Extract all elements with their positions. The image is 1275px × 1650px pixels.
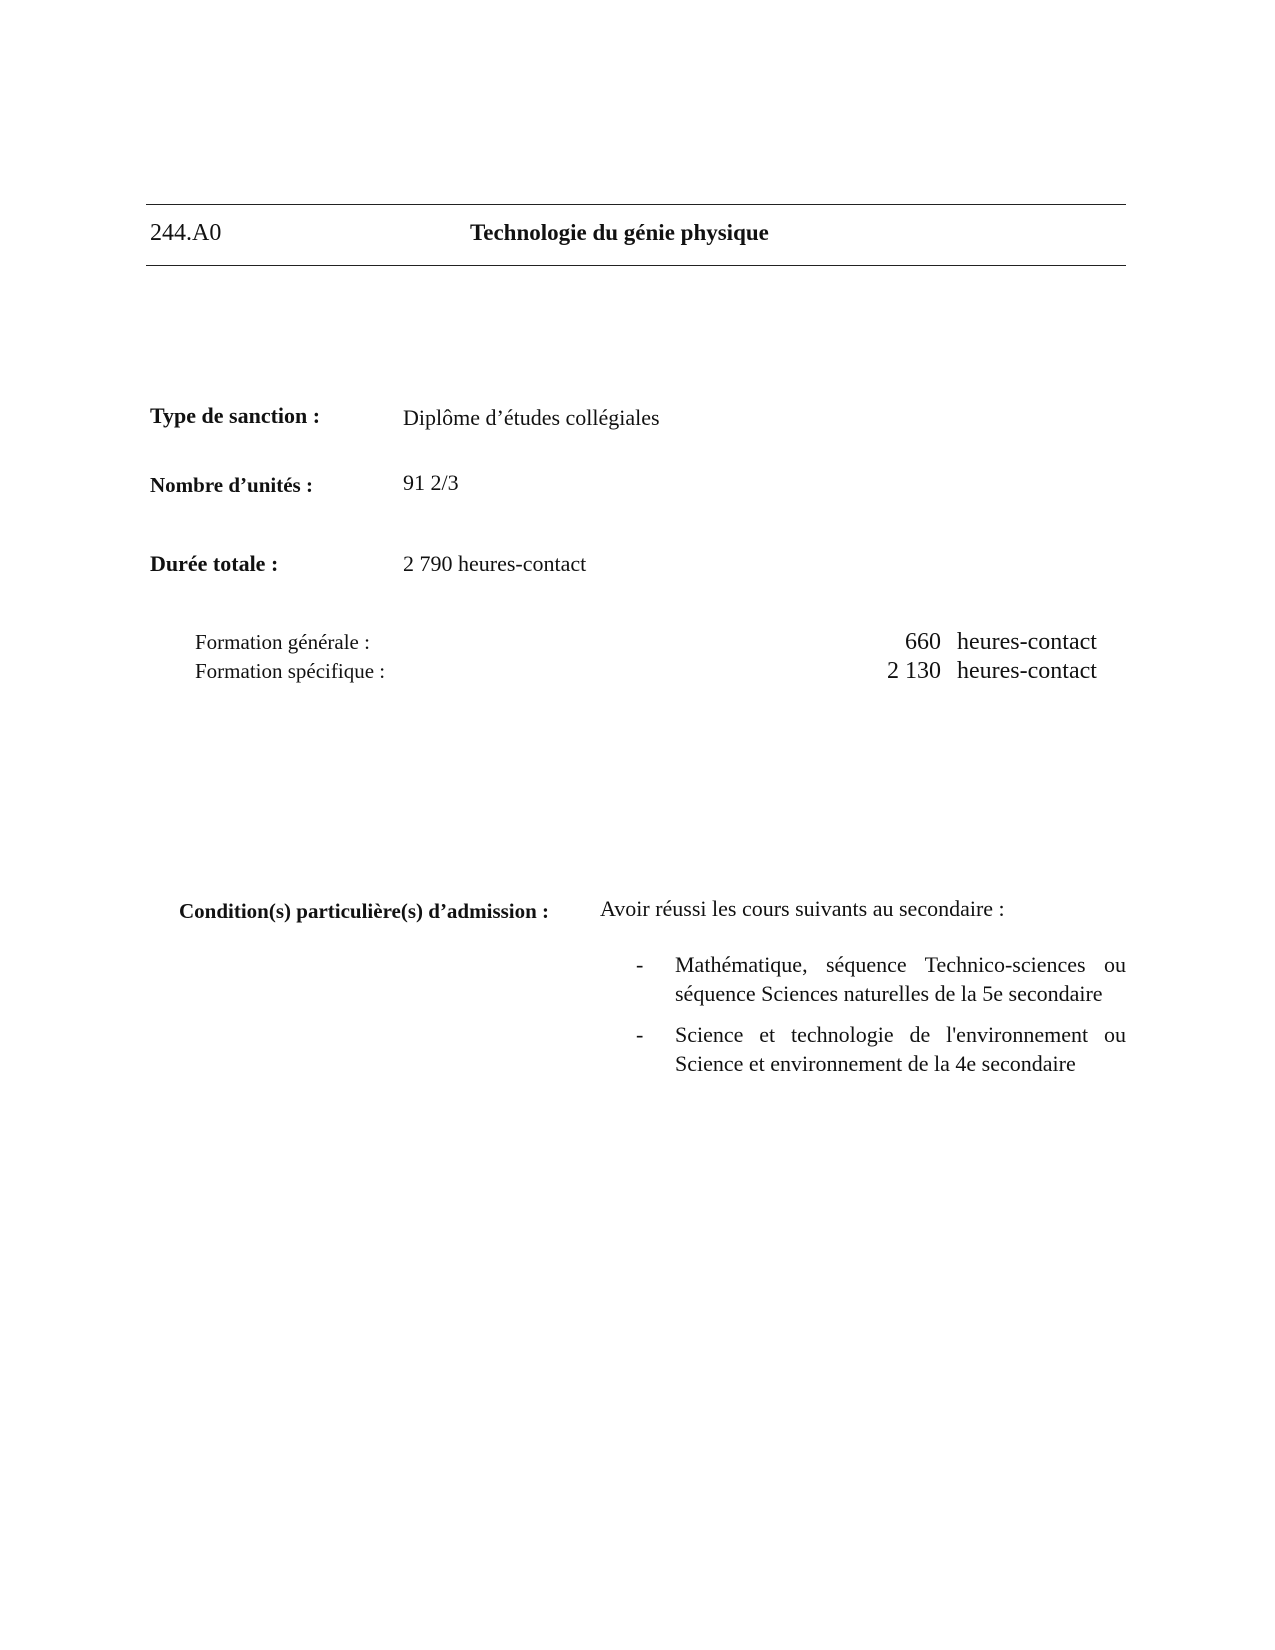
header-top-rule xyxy=(146,204,1126,205)
bullet-dash: - xyxy=(636,952,644,977)
formation-specifique-label: Formation spécifique : xyxy=(195,659,386,683)
list-item xyxy=(636,1020,1126,1078)
unites-value: 91 2/3 xyxy=(403,470,459,495)
formation-generale-hours: 660 xyxy=(905,629,941,655)
admission-requirements-list xyxy=(636,950,1126,1090)
requirement-text: Mathématique, séquence Technico-sciences ou séquence Sciences naturelles de la 5e secondaire xyxy=(675,952,1126,1006)
header-bottom-rule xyxy=(146,265,1126,266)
program-title: Technologie du génie physique xyxy=(470,220,769,245)
formation-specifique-unit: heures-contact xyxy=(957,658,1097,684)
formation-generale-unit: heures-contact xyxy=(957,629,1097,655)
formation-generale-label: Formation générale : xyxy=(195,630,370,654)
admission-label: Condition(s) particulière(s) d’admission : xyxy=(179,899,550,923)
duree-label: Durée totale : xyxy=(150,551,279,576)
unites-label: Nombre d’unités : xyxy=(150,473,313,497)
sanction-value: Diplôme d’études collégiales xyxy=(403,405,660,430)
list-item xyxy=(636,950,1126,1008)
sanction-label: Type de sanction : xyxy=(150,403,321,428)
admission-intro: Avoir réussi les cours suivants au secondaire : xyxy=(600,896,1005,921)
bullet-dash: - xyxy=(636,1022,644,1047)
program-code: 244.A0 xyxy=(150,220,222,246)
duree-value: 2 790 heures-contact xyxy=(403,551,587,576)
formation-specifique-hours: 2 130 xyxy=(887,658,941,684)
requirement-text: Science et technologie de l'environnement ou Science et environnement de la 4e secondaire xyxy=(675,1022,1126,1076)
